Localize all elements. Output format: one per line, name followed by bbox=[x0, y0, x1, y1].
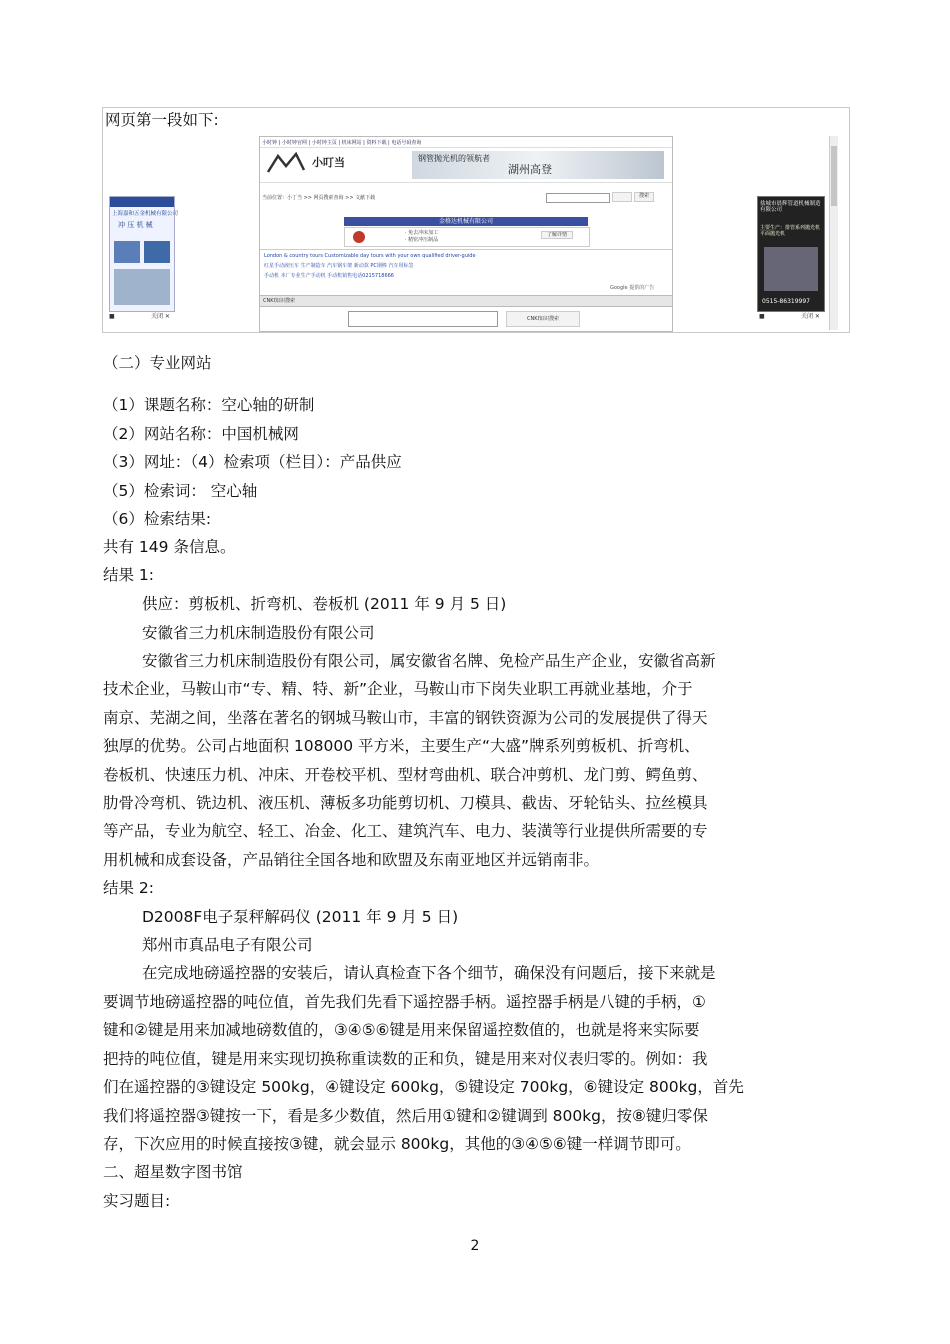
ad-line-3[interactable]: 手动机 本厂专业生产手动机 手动机销售电话0215718666 bbox=[264, 273, 394, 279]
web-select[interactable] bbox=[612, 192, 632, 202]
paragraph-line: 安徽省三力机床制造股份有限公司，属安徽省名牌、免检产品生产企业，安徽省高新 bbox=[142, 652, 716, 670]
search-result-label: （6）检索结果: bbox=[103, 510, 212, 528]
company-bar[interactable]: 金格达机械有限公司 bbox=[344, 217, 588, 226]
scrollbar[interactable] bbox=[829, 136, 838, 330]
left-ad-close[interactable]: ■ bbox=[109, 313, 115, 320]
paragraph-line: 用机械和成套设备，产品销往全国各地和欧盟及东南亚地区并远销南非。 bbox=[103, 851, 600, 869]
factory-image bbox=[114, 269, 170, 305]
result-count: 共有 149 条信息。 bbox=[103, 538, 236, 556]
assignment-label: 实习题目: bbox=[103, 1192, 171, 1210]
ad-line-2[interactable]: 红星手动液压车 生产制造车 汽车钢车架 新动款 PC钢棒 汽车用标签 bbox=[264, 263, 414, 269]
result-2-company: 郑州市真品电子有限公司 bbox=[142, 936, 313, 954]
left-ad-header bbox=[110, 197, 174, 207]
left-float-ad[interactable] bbox=[109, 196, 179, 312]
web-main-frame bbox=[259, 136, 673, 332]
right-ad-close-link[interactable]: 关闭 ✕ bbox=[801, 313, 820, 320]
breadcrumb: 当前位置：小丁当 >> 网页搜索查询 >> 文献下载 bbox=[262, 195, 376, 201]
left-ad-close-link[interactable]: 关闭 ✕ bbox=[151, 313, 170, 320]
search-term: （5）检索词： 空心轴 bbox=[103, 482, 258, 500]
ad-line-1[interactable]: London & country tours Customizable day tours with your own qualified driver-guide bbox=[264, 253, 476, 259]
brand-icon bbox=[353, 231, 365, 243]
paragraph-line: 技术企业，马鞍山市“专、精、特、新”企业，马鞍山市下岗失业职工再就业基地，介于 bbox=[103, 680, 693, 698]
right-ad-close[interactable]: ■ bbox=[759, 313, 765, 320]
right-ad-title: 盐城市晨辉管道机械制造有限公司 bbox=[760, 201, 821, 213]
paragraph-line: 南京、芜湖之间，坐落在著名的钢城马鞍山市，丰富的钢铁资源为公司的发展提供了得天 bbox=[103, 709, 708, 727]
banner-slogan: 钢管抛光机的领航者 bbox=[418, 154, 490, 163]
paragraph-line: 我们将遥控器③键按一下，看是多少数值，然后用①键和②键调到 800kg，按⑧键归零保 bbox=[103, 1107, 708, 1125]
result-1-label: 结果 1: bbox=[103, 566, 155, 584]
section-heading: 二、超星数字图书馆 bbox=[103, 1163, 243, 1181]
machine-image bbox=[764, 247, 818, 291]
paragraph-line: 键和②键是用来加减地磅数值的，③④⑤⑥键是用来保留遥控数值的，也就是将来实际要 bbox=[103, 1021, 700, 1039]
banner-city: 湖州高登 bbox=[508, 163, 552, 176]
listing-2: · 精密冲压制品 bbox=[405, 237, 439, 243]
paragraph-line: 卷板机、快速压力机、冲床、开卷校平机、型材弯曲机、联合冲剪机、龙门剪、鳄鱼剪、 bbox=[103, 766, 708, 784]
result-1-title: 供应：剪板机、折弯机、卷板机 (2011 年 9 月 5 日) bbox=[142, 595, 507, 613]
product-image bbox=[114, 241, 140, 263]
page-number: 2 bbox=[470, 1238, 480, 1254]
logo-text: 小叮当 bbox=[312, 156, 345, 169]
paragraph-line: 等产品，专业为航空、轻工、冶金、化工、建筑汽车、电力、装潢等行业提供所需要的专 bbox=[103, 822, 708, 840]
cnki-search-input[interactable] bbox=[348, 311, 498, 327]
webpage-screenshot bbox=[102, 107, 850, 333]
left-ad-title: 上海嘉和五金机械有限公司 bbox=[112, 211, 179, 217]
cnki-search-button[interactable]: CNKI知识搜索 bbox=[506, 311, 580, 327]
result-2-title: D2008F电子泵秤解码仪 (2011 年 9 月 5 日) bbox=[142, 908, 459, 926]
url-and-field: （3）网址：（4）检索项（栏目）：产品供应 bbox=[103, 453, 402, 471]
scrollbar-thumb[interactable] bbox=[831, 146, 837, 206]
paragraph-line: 肋骨冷弯机、铣边机、液压机、薄板多功能剪切机、刀模具、截齿、牙轮钻头、拉丝模具 bbox=[103, 794, 708, 812]
topic-name: （1）课题名称：空心轴的研制 bbox=[103, 396, 315, 414]
web-search-input[interactable] bbox=[546, 193, 610, 203]
paragraph-line: 独厚的优势。公司占地面积 108000 平方米，主要生产“大盛”牌系列剪板机、折弯机、 bbox=[103, 737, 700, 755]
paragraph-line: 在完成地磅遥控器的安装后，请认真检查下各个细节，确保没有问题后，接下来就是 bbox=[142, 964, 716, 982]
divider bbox=[260, 249, 672, 250]
right-ad-phone: 0515-86319997 bbox=[762, 298, 810, 305]
cnki-header-bar bbox=[260, 295, 672, 307]
right-ad-sub: 主要生产：排管系列抛光机 平面抛光机 bbox=[760, 225, 821, 237]
cnki-header: CNKI知识搜索 bbox=[263, 298, 295, 304]
banner-ad[interactable] bbox=[412, 151, 664, 179]
result-2-label: 结果 2: bbox=[103, 879, 155, 897]
paragraph-line: 们在遥控器的③键设定 500kg，④键设定 600kg，⑤键设定 700kg，⑥键设定 800kg，首先 bbox=[103, 1078, 744, 1096]
web-search-button[interactable]: 搜索 bbox=[634, 192, 654, 202]
paragraph-line: 存，下次应用的时候直接按③键，就会显示 800kg，其他的③④⑤⑥键一样调节即可。 bbox=[103, 1135, 691, 1153]
product-image bbox=[144, 241, 170, 263]
company-listing[interactable] bbox=[344, 227, 590, 247]
logo-icon bbox=[266, 152, 306, 176]
paragraph-line: 要调节地磅遥控器的吨位值，首先我们先看下遥控器手柄。遥控器手柄是八键的手柄，① bbox=[103, 993, 706, 1011]
paragraph-line: 把持的吨位值，键是用来实现切换称重读数的正和负，键是用来对仪表归零的。例如：我 bbox=[103, 1050, 708, 1068]
result-1-company: 安徽省三力机床制造股份有限公司 bbox=[142, 624, 375, 642]
web-nav[interactable]: 小时钟 | 小时钟官网 | 小时钟主页 | 机床网站 | 资料下载 | 电话号码查询 bbox=[262, 140, 422, 146]
site-name: （2）网站名称：中国机械网 bbox=[103, 425, 299, 443]
web-banner bbox=[260, 147, 672, 183]
listing-1: · 免去冲床加工 bbox=[405, 230, 439, 236]
listing-button[interactable]: 了解详情 bbox=[541, 231, 573, 239]
google-ads-label: Google 提供的广告 bbox=[610, 285, 655, 291]
right-float-ad[interactable] bbox=[757, 196, 825, 312]
left-ad-sub: 冲 压 机 械 bbox=[118, 221, 153, 229]
screenshot-caption: 网页第一段如下: bbox=[105, 111, 219, 129]
section-heading: （二）专业网站 bbox=[103, 354, 212, 372]
